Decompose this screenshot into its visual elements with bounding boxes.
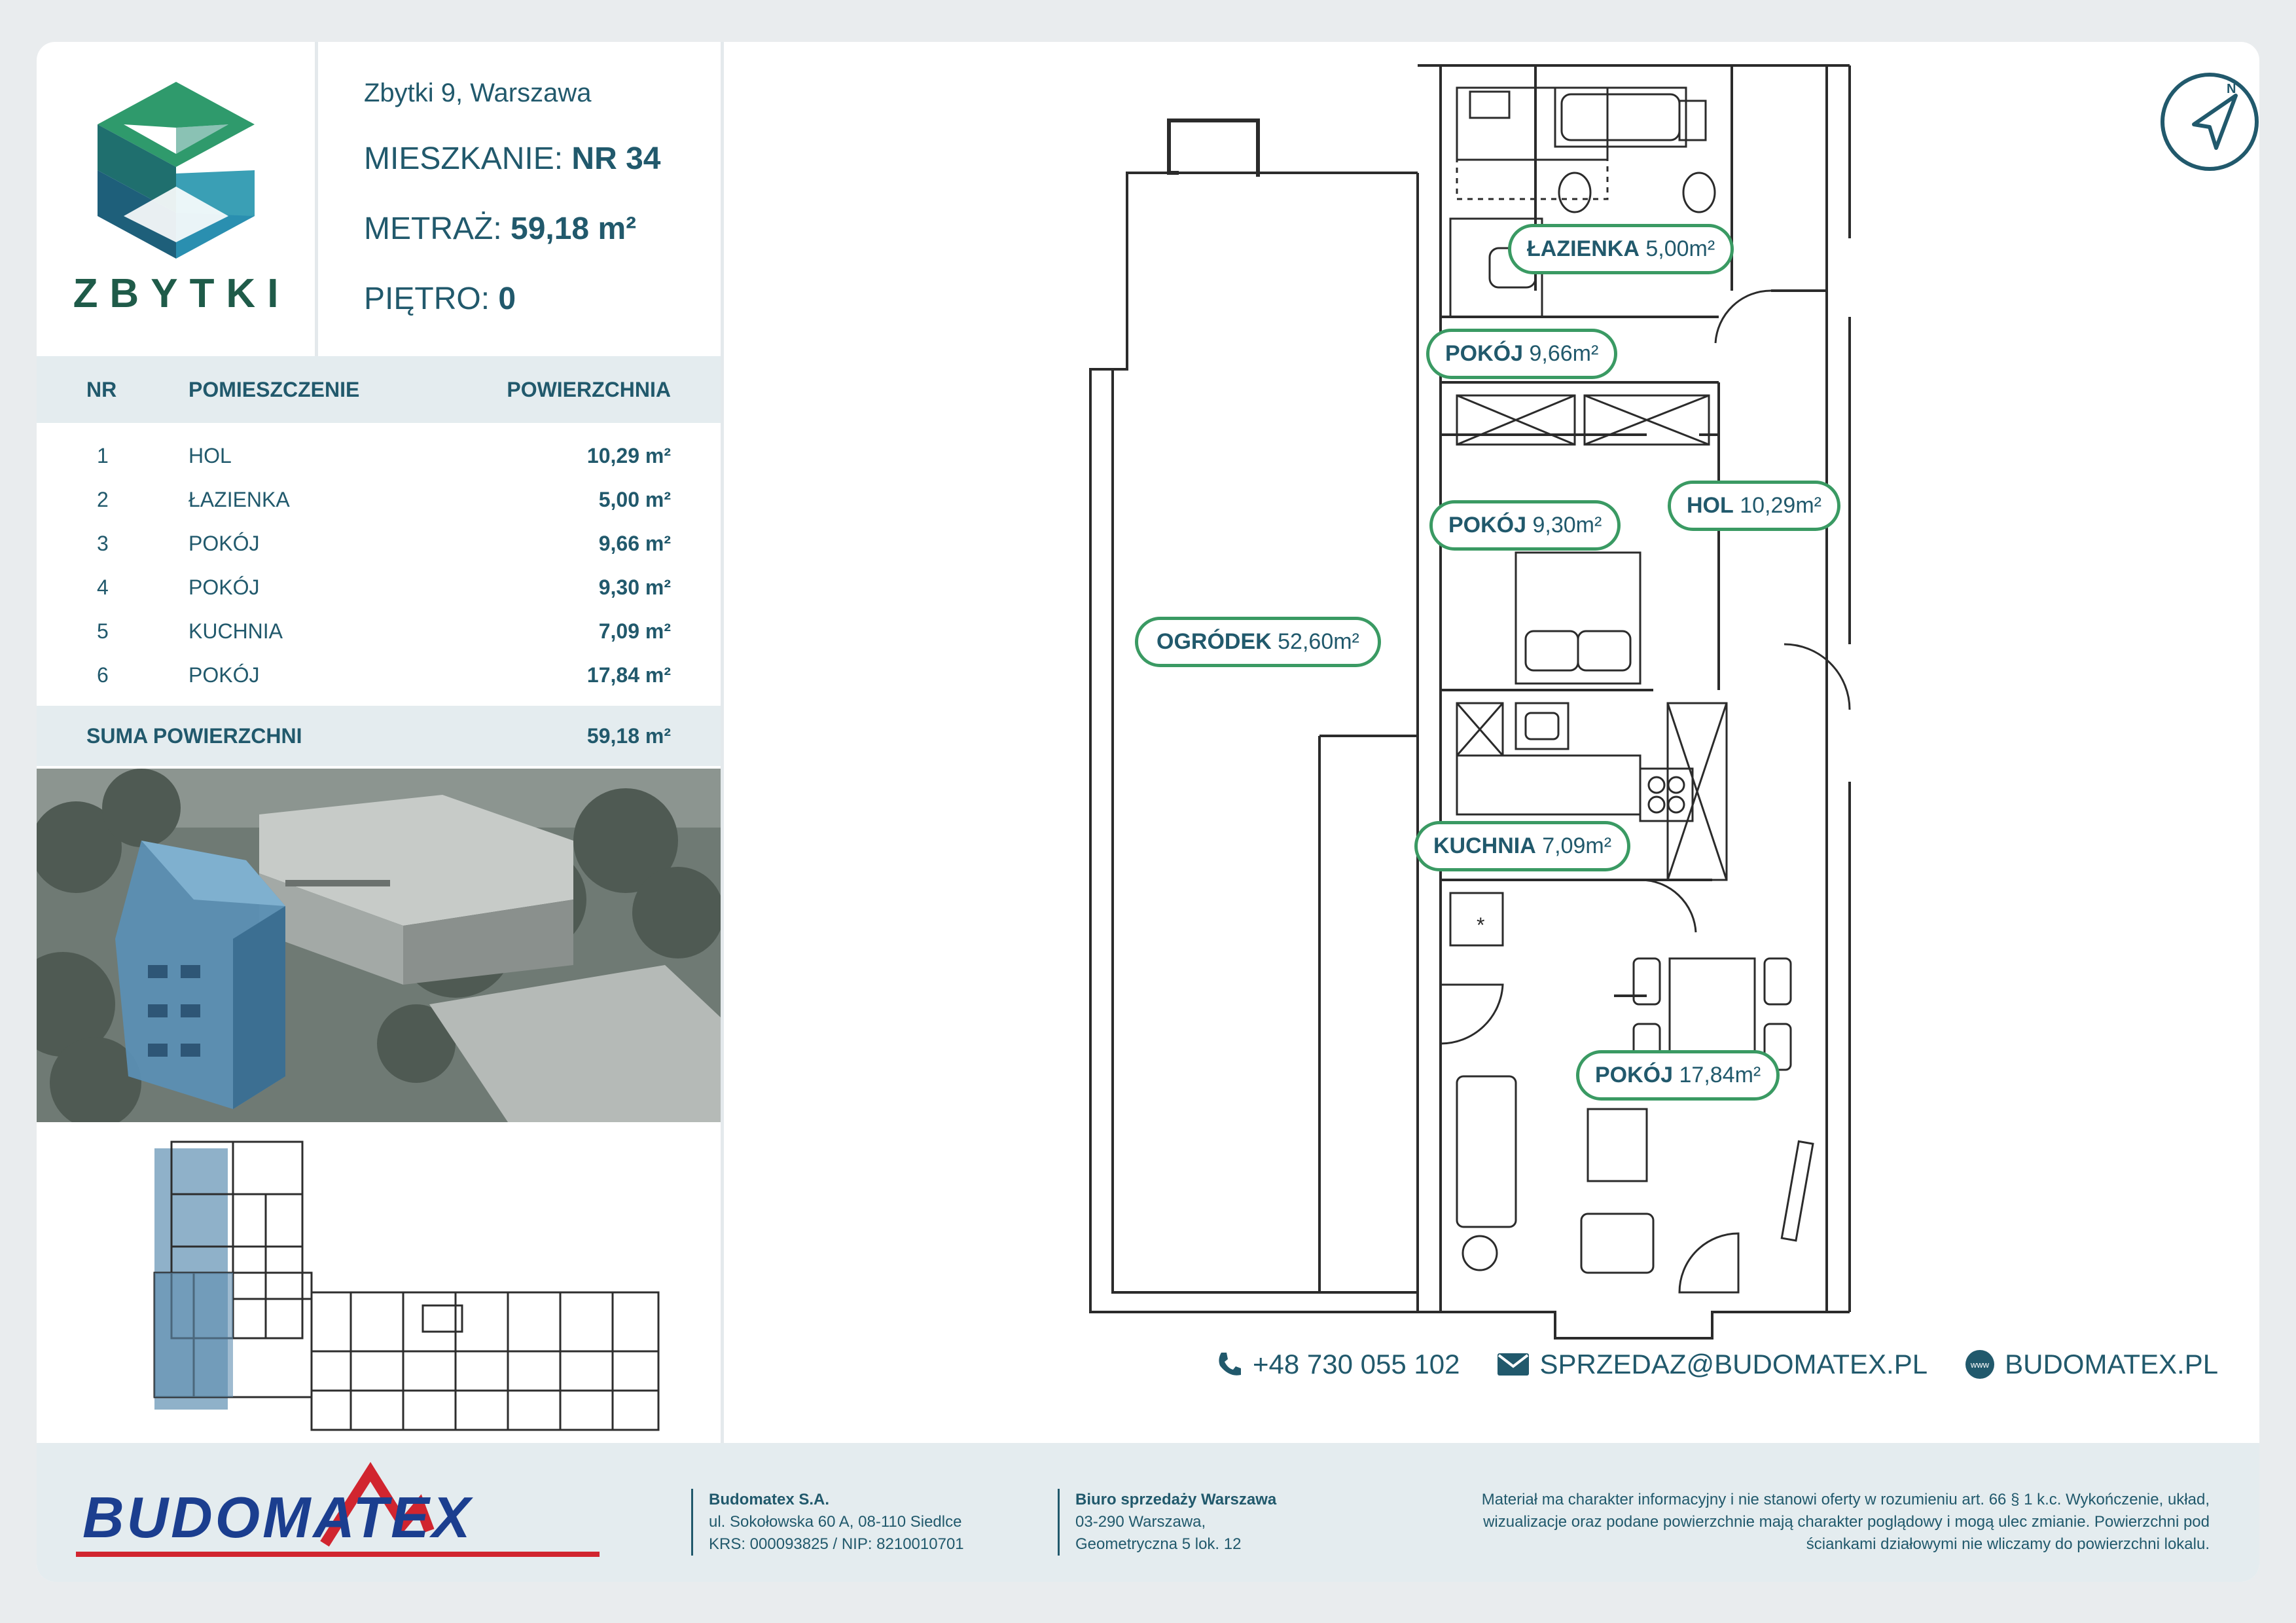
header-room: POMIESZCZENIE <box>188 377 360 401</box>
row-nr: 2 <box>97 488 109 511</box>
rooms-table <box>37 435 721 698</box>
www-icon <box>1964 1349 1996 1380</box>
zbytki-logo-icon <box>98 82 255 259</box>
footer <box>37 1443 2259 1582</box>
building-aerial-photo <box>37 769 721 1122</box>
row-room: HOL <box>188 444 232 467</box>
phone-number: +48 730 055 102 <box>1253 1349 1460 1379</box>
label-pokoj-3 <box>1576 1050 1780 1101</box>
info-column <box>37 42 724 1443</box>
company-name: Budomatex S.A. <box>709 1491 830 1508</box>
floor-value: 0 <box>498 282 516 316</box>
www-badge: www <box>1971 1360 1990 1370</box>
apartment-floor <box>364 281 724 317</box>
hol-area: 10,29m² <box>1740 493 1821 518</box>
apartment-info <box>325 42 724 356</box>
row-nr: 4 <box>97 575 109 599</box>
row-room: POKÓJ <box>188 663 260 687</box>
table-row <box>37 522 721 566</box>
lazienka-name: ŁAZIENKA <box>1527 236 1640 261</box>
ogrodek-name: OGRÓDEK <box>1157 629 1272 654</box>
label-kuchnia <box>1414 821 1630 871</box>
phone-icon <box>1215 1350 1244 1379</box>
office-city: 03-290 Warszawa, <box>1075 1513 1206 1531</box>
compass-icon <box>2157 69 2259 174</box>
sum-label: SUMA POWIERZCHNI <box>86 724 302 748</box>
row-area: 9,66 m² <box>598 532 671 555</box>
hol-name: HOL <box>1687 493 1734 518</box>
label-pokoj-2 <box>1429 500 1621 551</box>
area-value: 59,18 m² <box>511 211 637 246</box>
company-address: ul. Sokołowska 60 A, 08-110 Siedlce <box>709 1513 962 1531</box>
budomatex-logo <box>63 1459 639 1570</box>
plan-drawing <box>730 42 2259 1443</box>
kuchnia-area: 7,09m² <box>1542 833 1612 858</box>
website-url: BUDOMATEX.PL <box>2005 1349 2219 1379</box>
company-info <box>691 1489 964 1556</box>
row-nr: 5 <box>97 619 109 643</box>
table-row <box>37 435 721 479</box>
header-nr: NR <box>86 377 117 401</box>
budomatex-logo-text: BUDOMATEX <box>82 1485 473 1550</box>
building-site-plan <box>37 1129 721 1443</box>
lazienka-area: 5,00m² <box>1645 236 1715 261</box>
label-lazienka <box>1508 224 1734 274</box>
company-registry: KRS: 000093825 / NIP: 8210010701 <box>709 1535 964 1553</box>
row-nr: 3 <box>97 532 109 555</box>
header-area: POWIERZCHNIA <box>507 377 671 401</box>
disclaimer <box>1424 1489 2210 1556</box>
table-row <box>37 654 721 698</box>
sum-value: 59,18 m² <box>586 724 671 748</box>
row-area: 5,00 m² <box>598 488 671 511</box>
disclaimer-line-3: ściankami działowymi nie wliczamy do powierzchni lokalu. <box>1806 1535 2210 1553</box>
row-nr: 6 <box>97 663 109 687</box>
row-room: POKÓJ <box>188 532 260 555</box>
rooms-table-header <box>37 356 721 423</box>
apartment-floor-plan <box>730 42 2259 1443</box>
apartment-label: MIESZKANIE: <box>364 141 564 176</box>
office-street: Geometryczna 5 lok. 12 <box>1075 1535 1242 1553</box>
pokoj2-name: POKÓJ <box>1448 513 1527 538</box>
office-name: Biuro sprzedaży Warszawa <box>1075 1491 1277 1508</box>
floor-plan-sheet <box>37 42 2259 1582</box>
pokoj3-area: 17,84m² <box>1679 1063 1761 1087</box>
contacts-bar <box>1215 1349 2218 1380</box>
address: Zbytki 9, Warszawa <box>364 79 592 107</box>
brand-name: ZBYTKI <box>73 270 291 316</box>
label-ogrodek <box>1135 617 1381 667</box>
pokoj3-name: POKÓJ <box>1595 1063 1674 1087</box>
contact-phone[interactable] <box>1215 1349 1460 1380</box>
pokoj1-area: 9,66m² <box>1529 341 1599 366</box>
logo-cell <box>37 42 318 356</box>
apartment-number <box>364 141 724 177</box>
row-area: 7,09 m² <box>598 619 671 643</box>
table-row <box>37 610 721 654</box>
ogrodek-area: 52,60m² <box>1278 629 1359 654</box>
floor-label: PIĘTRO: <box>364 282 490 316</box>
contact-website[interactable] <box>1964 1349 2218 1380</box>
row-nr: 1 <box>97 444 109 467</box>
label-pokoj-1 <box>1426 329 1617 379</box>
sales-office-info <box>1058 1489 1276 1556</box>
row-area: 9,30 m² <box>598 575 671 599</box>
disclaimer-line-2: wizualizacje oraz podane powierzchnie mają charakter poglądowy i mogą ulec zmianie. Powierzchni pod <box>1483 1513 2210 1531</box>
area-sum <box>37 706 721 766</box>
pokoj1-name: POKÓJ <box>1445 341 1524 366</box>
mail-icon <box>1496 1352 1530 1377</box>
email-address: SPRZEDAZ@BUDOMATEX.PL <box>1539 1349 1928 1379</box>
disclaimer-line-1: Materiał ma charakter informacyjny i nie stanowi oferty w rozumieniu art. 66 § 1 k.c. Wykończenie, układ, <box>1481 1491 2210 1508</box>
row-area: 17,84 m² <box>586 663 671 687</box>
compass-north: N <box>2227 82 2236 96</box>
apartment-value: NR 34 <box>571 141 661 176</box>
row-area: 10,29 m² <box>586 444 671 467</box>
kuchnia-name: KUCHNIA <box>1433 833 1536 858</box>
table-row <box>37 479 721 522</box>
row-room: KUCHNIA <box>188 619 283 643</box>
label-hol <box>1668 481 1840 531</box>
fridge-symbol: * <box>1477 913 1485 937</box>
pokoj2-area: 9,30m² <box>1532 513 1602 538</box>
apartment-area <box>364 211 724 247</box>
contact-email[interactable] <box>1496 1349 1928 1380</box>
area-label: METRAŻ: <box>364 211 502 246</box>
table-row <box>37 566 721 610</box>
row-room: ŁAZIENKA <box>188 488 290 511</box>
row-room: POKÓJ <box>188 575 260 599</box>
